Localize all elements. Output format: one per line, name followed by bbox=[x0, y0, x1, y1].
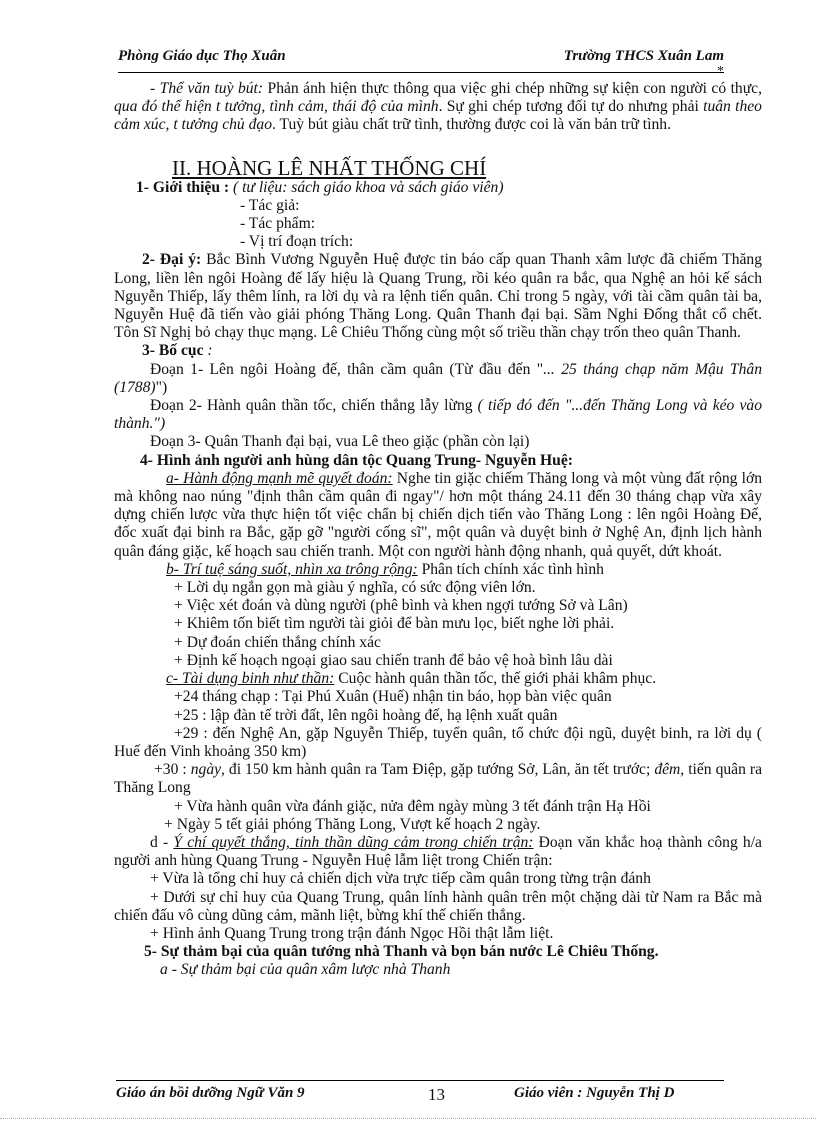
layout-part-2: Đoạn 2- Hành quân thần tốc, chiến thắng lẫy lừng ( tiếp đó đến "...đến Thăng Long và kéo vào thành.") bbox=[114, 397, 762, 433]
header-rule bbox=[118, 72, 724, 73]
footer-teacher: Giáo viên : Nguyễn Thị D bbox=[514, 1085, 675, 1101]
defeat-item-a: a - Sự thảm bại của quân xâm lược nhà Thanh bbox=[160, 961, 451, 979]
hero-b-item: + Khiêm tốn biết tìm người tài giỏi để bàn mưu lọc, biết nghe lời phải. bbox=[174, 615, 615, 633]
intro-paragraph: - Thể văn tuỳ bút: Phản ánh hiện thực thông qua việc ghi chép những sự kiện con người có thực, qua đó thể hiện t tưởng, tình cảm, thái độ của mình. Sự ghi chép tương đối tự do nhưng phải tuân theo cảm xúc, t tưởng chủ đạo. Tuỳ bút giàu chất trữ tình, thường được coi là văn bản trữ tình. bbox=[114, 80, 762, 134]
hero-c-item: +25 : lập đàn tế trời đất, lên ngôi hoàng đế, hạ lệnh xuất quân bbox=[174, 706, 558, 724]
header-school-office: Phòng Giáo dục Thọ Xuân bbox=[118, 48, 286, 64]
hero-c-item: + Ngày 5 tết giải phóng Thăng Long, Vượt kế hoạch 2 ngày. bbox=[164, 815, 541, 833]
hero-section-a: a- Hành động mạnh mẽ quyết đoán: Nghe tin giặc chiếm Thăng long và một vùng đất rộng lớn mà không nao núng "định thân cầm quân đi ngay"/ hơn một tháng 24.11 đến 30 tháng chạp vừa xây dựng chiến lược vừa thực hiện tốt việc chẩn bị chiến dịch tiến vào Thăng Long : lên ngôi Hoàng Đế, đốc xuất đại binh ra Bắc, gặp gỡ "người cống sĩ", một quân và duyệt binh ở Nghệ An, định lịch hành quân đáng giặc, kế hoạch sau chiến tranh. Một con người hành động nhanh, quả quyết, dứt khoát. bbox=[114, 469, 762, 560]
hero-c-item: + Vừa hành quân vừa đánh giặc, nửa đêm ngày mùng 3 tết đánh trận Hạ Hồi bbox=[174, 797, 651, 815]
header-school-name: Trường THCS Xuân Lam bbox=[563, 48, 724, 64]
defeat-heading: 5- Sự thảm bại của quân tướng nhà Thanh và bọn bán nước Lê Chiêu Thống. bbox=[144, 943, 659, 961]
section-title: II. HOÀNG LÊ NHẤT THỐNG CHÍ bbox=[172, 155, 487, 180]
hero-b-item: + Dự đoán chiến thắng chính xác bbox=[174, 633, 381, 651]
summary-label: 2- Đại ý: bbox=[142, 251, 202, 269]
intro-item: - Vị trí đoạn trích: bbox=[240, 233, 354, 251]
hero-section-b: b- Trí tuệ sáng suốt, nhìn xa trông rộng: Phân tích chính xác tình hình bbox=[166, 560, 604, 578]
hero-d-item: + Dưới sự chỉ huy của Quang Trung, quân lính hành quân trên một chặng dài từ Nam ra Bắc mà chiến đấu vô cùng dũng cảm, mãnh liệt, bừng khí thế chiến thắng. bbox=[114, 888, 762, 924]
document-body bbox=[114, 80, 762, 980]
footer-rule bbox=[116, 1080, 724, 1081]
hero-b-item: + Việc xét đoán và dùng người (phê bình và khen ngợi tướng Sở và Lân) bbox=[174, 597, 628, 615]
intro-item: - Tác phẩm: bbox=[240, 215, 316, 233]
hero-c-item: +29 : đến Nghệ An, gặp Nguyễn Thiếp, tuyển quân, tổ chức đội ngũ, duyệt binh, ra lời dụ ( Huế đến Vinh khoảng 350 km) bbox=[114, 724, 762, 760]
layout-heading: 3- Bố cục : bbox=[142, 342, 213, 360]
hero-c-item: +30 : ngày, đi 150 km hành quân ra Tam Điệp, gặp tướng Sở, Lân, ăn tết trước; đêm, tiến quân ra Thăng Long bbox=[114, 761, 762, 797]
hero-section-d: d - Ý chí quyết thắng, tinh thần dũng cảm trong chiến trận: Đoạn văn khắc hoạ thành công h/a người anh hùng Quang Trung - Nguyễn Huệ lẫm liệt trong Chiến trận: bbox=[114, 833, 762, 870]
hero-b-item: + Định kế hoạch ngoại giao sau chiến tranh để bảo vệ hoà bình lâu dài bbox=[174, 651, 613, 669]
page-bottom-dotted-line bbox=[0, 1118, 816, 1119]
layout-part-1: Đoạn 1- Lên ngôi Hoàng đế, thân cầm quân (Từ đầu đến "... 25 tháng chạp năm Mậu Thân (1788)") bbox=[114, 360, 762, 396]
page-footer bbox=[116, 1085, 724, 1107]
hero-heading: 4- Hình ảnh người anh hùng dân tộc Quang Trung- Nguyễn Huệ: bbox=[140, 451, 573, 469]
header-star: * bbox=[717, 64, 724, 79]
intro-label: - Thể văn tuỳ bút: bbox=[150, 80, 264, 97]
intro-item: - Tác giả: bbox=[240, 196, 300, 214]
layout-part-3: Đoạn 3- Quân Thanh đại bại, vua Lê theo giặc (phần còn lại) bbox=[150, 433, 530, 451]
page-number: 13 bbox=[428, 1085, 445, 1104]
hero-section-c: c- Tài dụng binh như thần: Cuộc hành quân thần tốc, thế giới phải khâm phục. bbox=[166, 670, 657, 688]
hero-c-item: +24 tháng chạp : Tại Phú Xuân (Huế) nhận tin báo, họp bàn việc quân bbox=[174, 688, 612, 706]
hero-d-item: + Vừa là tổng chỉ huy cả chiến dịch vừa trực tiếp cầm quân trong từng trận đánh bbox=[150, 870, 651, 888]
summary-paragraph: 2- Đại ý: Bắc Bình Vương Nguyễn Huệ được tin báo cấp quan Thanh xâm lược đã chiếm Thăng Long, liền lên ngôi Hoàng đế lấy hiệu là Quang Trung, rồi kéo quân ra bắc, qua Nghệ an hỏi kế sách Nguyễn Thiếp, lấy thêm lính, ra lời dụ và ra lệnh tiến quân. Chỉ trong 5 ngày, với tài cầm quân tài ba, Nguyễn Huệ đã tiến vào giải phóng Thăng Long. Quân Thanh đại bại. Sầm Nghi Đống thắt cổ chết. Tôn Sĩ Nghị bỏ chạy thục mạng. Lê Chiêu Thống cùng một số triều thần chạy trốn theo quân Thanh. bbox=[114, 251, 763, 342]
hero-b-item: + Lời dụ ngắn gọn mà giàu ý nghĩa, có sức động viên lớn. bbox=[174, 579, 536, 597]
footer-course-title: Giáo án bồi dưỡng Ngữ Văn 9 bbox=[116, 1085, 305, 1101]
page-header bbox=[118, 48, 724, 70]
intro-part-label: 1- Giới thiệu : bbox=[136, 178, 230, 196]
hero-d-item: + Hình ảnh Quang Trung trong trận đánh Ngọc Hồi thật lẫm liệt. bbox=[150, 924, 554, 942]
intro-heading: 1- Giới thiệu : ( tư liệu: sách giáo khoa và sách giáo viên) bbox=[136, 178, 504, 196]
